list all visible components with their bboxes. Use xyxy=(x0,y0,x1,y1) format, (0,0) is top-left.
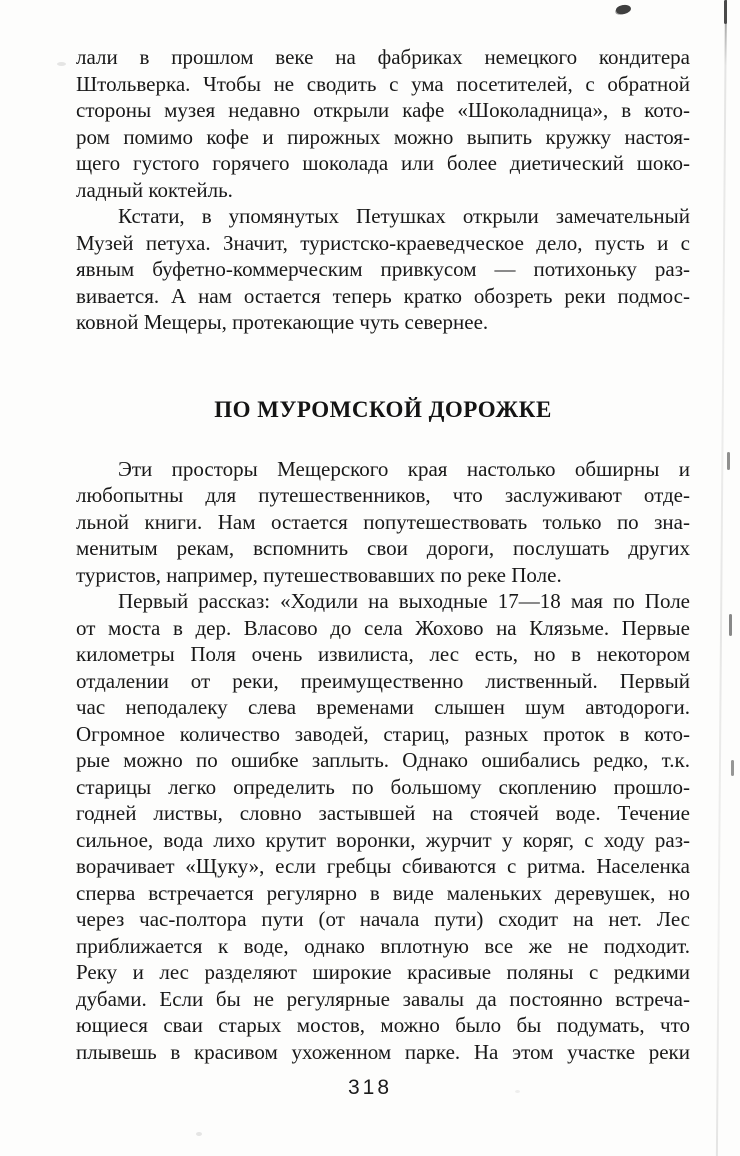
text-line: Кстати, в упомянутых Петушках открыли замечательный xyxy=(118,204,690,228)
page-edge-mark xyxy=(731,760,734,776)
text-line: стороны музея недавно открыли кафе «Шоколадница», в кото- xyxy=(76,98,690,122)
text-line: плывешь в красивом ухоженном парке. На этом участке реки xyxy=(76,1039,690,1064)
text-line: дубами. Если бы не регулярные завалы да постоянно встреча- xyxy=(76,986,690,1011)
text-line: ющиеся сваи старых мостов, можно было бы подумать, что xyxy=(76,1013,690,1037)
text-line: туристов, например, путешествовавших по реке Поле. xyxy=(76,562,562,587)
text-line: через час-полтора пути (от начала пути) сходит на нет. Лес xyxy=(76,907,690,931)
paragraph-first-story xyxy=(76,588,690,1065)
page-edge-mark xyxy=(729,614,732,636)
text-line: Первый рассказ: «Ходили на выходные 17—18 мая по Поле xyxy=(118,589,690,613)
text-line: старицы легко определить по большому скоплению прошло- xyxy=(76,774,690,799)
text-line: щего густого горячего шоколада или более диетический шоко- xyxy=(76,151,690,175)
page-edge-shadow xyxy=(716,0,727,1156)
paragraph-chocolate-museum xyxy=(76,44,690,203)
scan-speck xyxy=(615,4,632,16)
text-line: любопытны для путешественников, что заслуживают отде- xyxy=(76,483,690,507)
text-line: приближается к воде, однако вплотную все же не подходит. xyxy=(76,933,690,958)
text-line: Музей петуха. Значит, туристско-краеведческое дело, пусть и с xyxy=(76,230,690,255)
scan-noise-dot xyxy=(57,62,66,66)
text-line: ворачивает «Щуку», если гребцы сбиваются с ритма. Населенка xyxy=(76,854,690,878)
text-line: Эти просторы Мещерского края настолько обширны и xyxy=(118,456,690,481)
text-line: Огромное количество заводей, стариц, разных проток в кото- xyxy=(76,721,690,746)
paragraph-meshchera-intro xyxy=(76,456,690,589)
paragraph-petushki-museum xyxy=(76,203,690,336)
text-line: ковной Мещеры, протекающие чуть севернее. xyxy=(76,310,489,334)
text-line: сильное, вода лихо крутит воронки, журчит у коряг, с ходу раз- xyxy=(76,827,690,852)
text-line: километры Поля очень извилиста, лес есть, но в некотором xyxy=(76,642,690,666)
text-line: час неподалеку слева временами слышен шум автодороги. xyxy=(76,695,690,719)
text-line: вивается. А нам остается теперь кратко обозреть реки подмос- xyxy=(76,283,690,308)
page-number: 318 xyxy=(347,1076,393,1099)
text-line: сперва встречается регулярно в виде маленьких деревушек, но xyxy=(76,880,690,905)
section-heading: ПО МУРОМСКОЙ ДОРОЖКЕ xyxy=(214,396,552,422)
text-line: менитым рекам, вспомнить свои дороги, послушать других xyxy=(76,536,690,560)
text-line: от моста в дер. Власово до села Жохово на Клязьме. Первые xyxy=(76,615,690,640)
page-edge-mark xyxy=(727,452,730,470)
text-line: льной книги. Нам остается попутешествовать только по зна- xyxy=(76,509,690,534)
text-line: лали в прошлом веке на фабриках немецкого кондитера xyxy=(76,45,690,69)
text-line: Штольверка. Чтобы не сводить с ума посетителей, с обратной xyxy=(76,71,690,96)
text-line: ром помимо кофе и пирожных можно выпить кружку настоя- xyxy=(76,124,690,149)
text-line: рые можно по ошибке заплыть. Однако ошибались редко, т.к. xyxy=(76,748,690,772)
page-edge-mark xyxy=(724,0,727,24)
text-line: явным буфетно-коммерческим привкусом — потихоньку раз- xyxy=(76,257,690,281)
text-line: ладный коктейль. xyxy=(76,177,233,202)
text-block xyxy=(76,44,690,1065)
text-line: отдалении от реки, преимущественно лиственный. Первый xyxy=(76,668,690,693)
text-line: годней листвы, словно застывшей на стоячей воде. Течение xyxy=(76,801,690,825)
scan-noise-dot xyxy=(196,1132,202,1136)
text-line: Реку и лес разделяют широкие красивые поляны с редкими xyxy=(76,960,690,984)
